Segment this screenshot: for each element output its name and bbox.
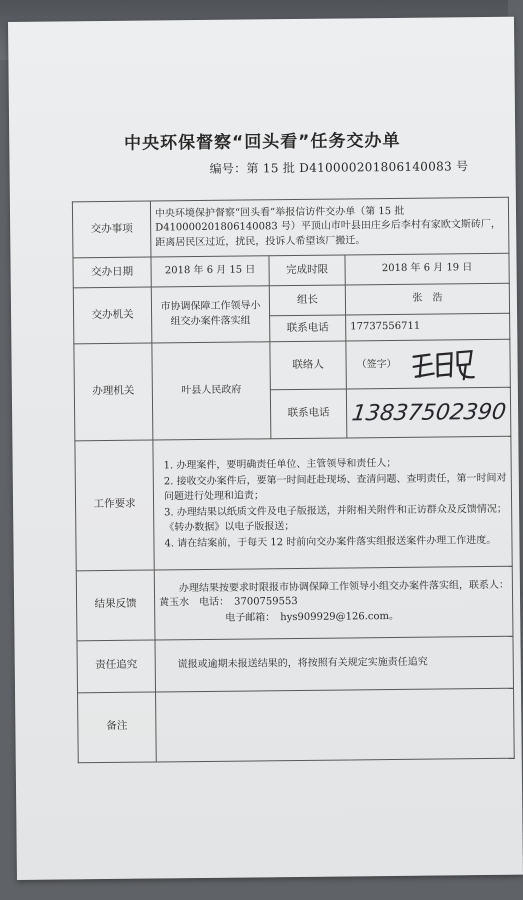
leader-label: 组长	[269, 285, 345, 316]
document-title: 中央环保督察“回头看”任务交办单	[123, 130, 401, 154]
feedback-email: 电子邮箱： hys909929@126.com。	[225, 610, 400, 624]
date-label: 交办日期	[73, 257, 151, 288]
contact-label: 联络人	[270, 341, 346, 390]
accountability-text: 谎报或逾期未报送结果的，将按照有关规定实施责任追究	[155, 636, 514, 692]
requirement-item: 3. 办理结果以纸质文件及电子版报送，并附相关附件和正访群众及反馈情况；《转办数据》以电子版报送；	[164, 503, 507, 533]
office-phone: 17737556711	[346, 313, 510, 341]
feedback-label: 结果反馈	[76, 569, 155, 640]
handler-org: 叶县人民政府	[152, 342, 271, 440]
row-accountability	[77, 636, 514, 693]
row-remarks	[78, 688, 515, 763]
matter-label: 交办事项	[72, 201, 151, 258]
handler-phone-label: 联系电话	[270, 389, 347, 438]
date-value: 2018 年 6 月 15 日	[151, 256, 269, 287]
row-requirements	[75, 436, 512, 571]
requirement-item: 4. 请在结案前，于每天 12 时前向交办案件落实组报送案件办理工作进度。	[164, 534, 497, 549]
office-label: 交办机关	[73, 287, 152, 344]
row-matter	[72, 197, 509, 258]
deadline-value: 2018 年 6 月 19 日	[345, 253, 509, 285]
deadline-label: 完成时限	[269, 255, 345, 286]
row-date	[73, 253, 509, 288]
accountability-label: 责任追究	[77, 639, 156, 692]
handler-phone-cell	[346, 387, 511, 437]
handwritten-phone	[351, 390, 511, 430]
remarks-text	[156, 688, 515, 762]
remarks-label: 备注	[78, 691, 157, 762]
requirement-item: 2. 接收交办案件后，要第一时间赶赴现场、查清问题、查明责任，第一时间对问题进行处理和追责；	[163, 472, 507, 502]
row-handler-contact	[74, 339, 511, 392]
leader-name: 张 浩	[345, 283, 509, 315]
document-number: 编号：第 15 批 D410000201806140083 号	[209, 159, 469, 176]
office-phone-label: 联系电话	[270, 315, 346, 342]
contact-signature-cell	[346, 339, 511, 389]
feedback-text	[154, 566, 513, 640]
office-org: 市协调保障工作领导小组交办案件落实组	[151, 286, 270, 343]
requirements-text	[153, 436, 512, 570]
requirement-item: 1. 办理案件，要明确责任单位、主管领导和责任人；	[163, 457, 397, 471]
feedback-body: 办理结果按要求时限报市协调保障工作领导小组交办案件落实组，联系人： 黄玉水 电话： 3700759553	[159, 579, 514, 609]
handler-label: 办理机关	[74, 343, 153, 440]
matter-text: 中央环境保护督察“回头看”举报信访件交办单（第 15 批 D410000201806140083 号）平顶山市叶县田庄乡后李村有家欧文斯砖厂，距离居民区过近，扰民，投诉人希望该厂搬迁。	[150, 197, 509, 257]
task-form-table	[72, 197, 515, 763]
row-office-leader	[73, 283, 509, 318]
document-page	[8, 17, 523, 880]
handwritten-phone-text: 13837502390	[350, 398, 508, 427]
requirements-label: 工作要求	[75, 440, 154, 571]
handwritten-signature	[408, 346, 478, 383]
row-feedback	[76, 566, 513, 641]
sign-label: （签字）	[356, 358, 397, 371]
